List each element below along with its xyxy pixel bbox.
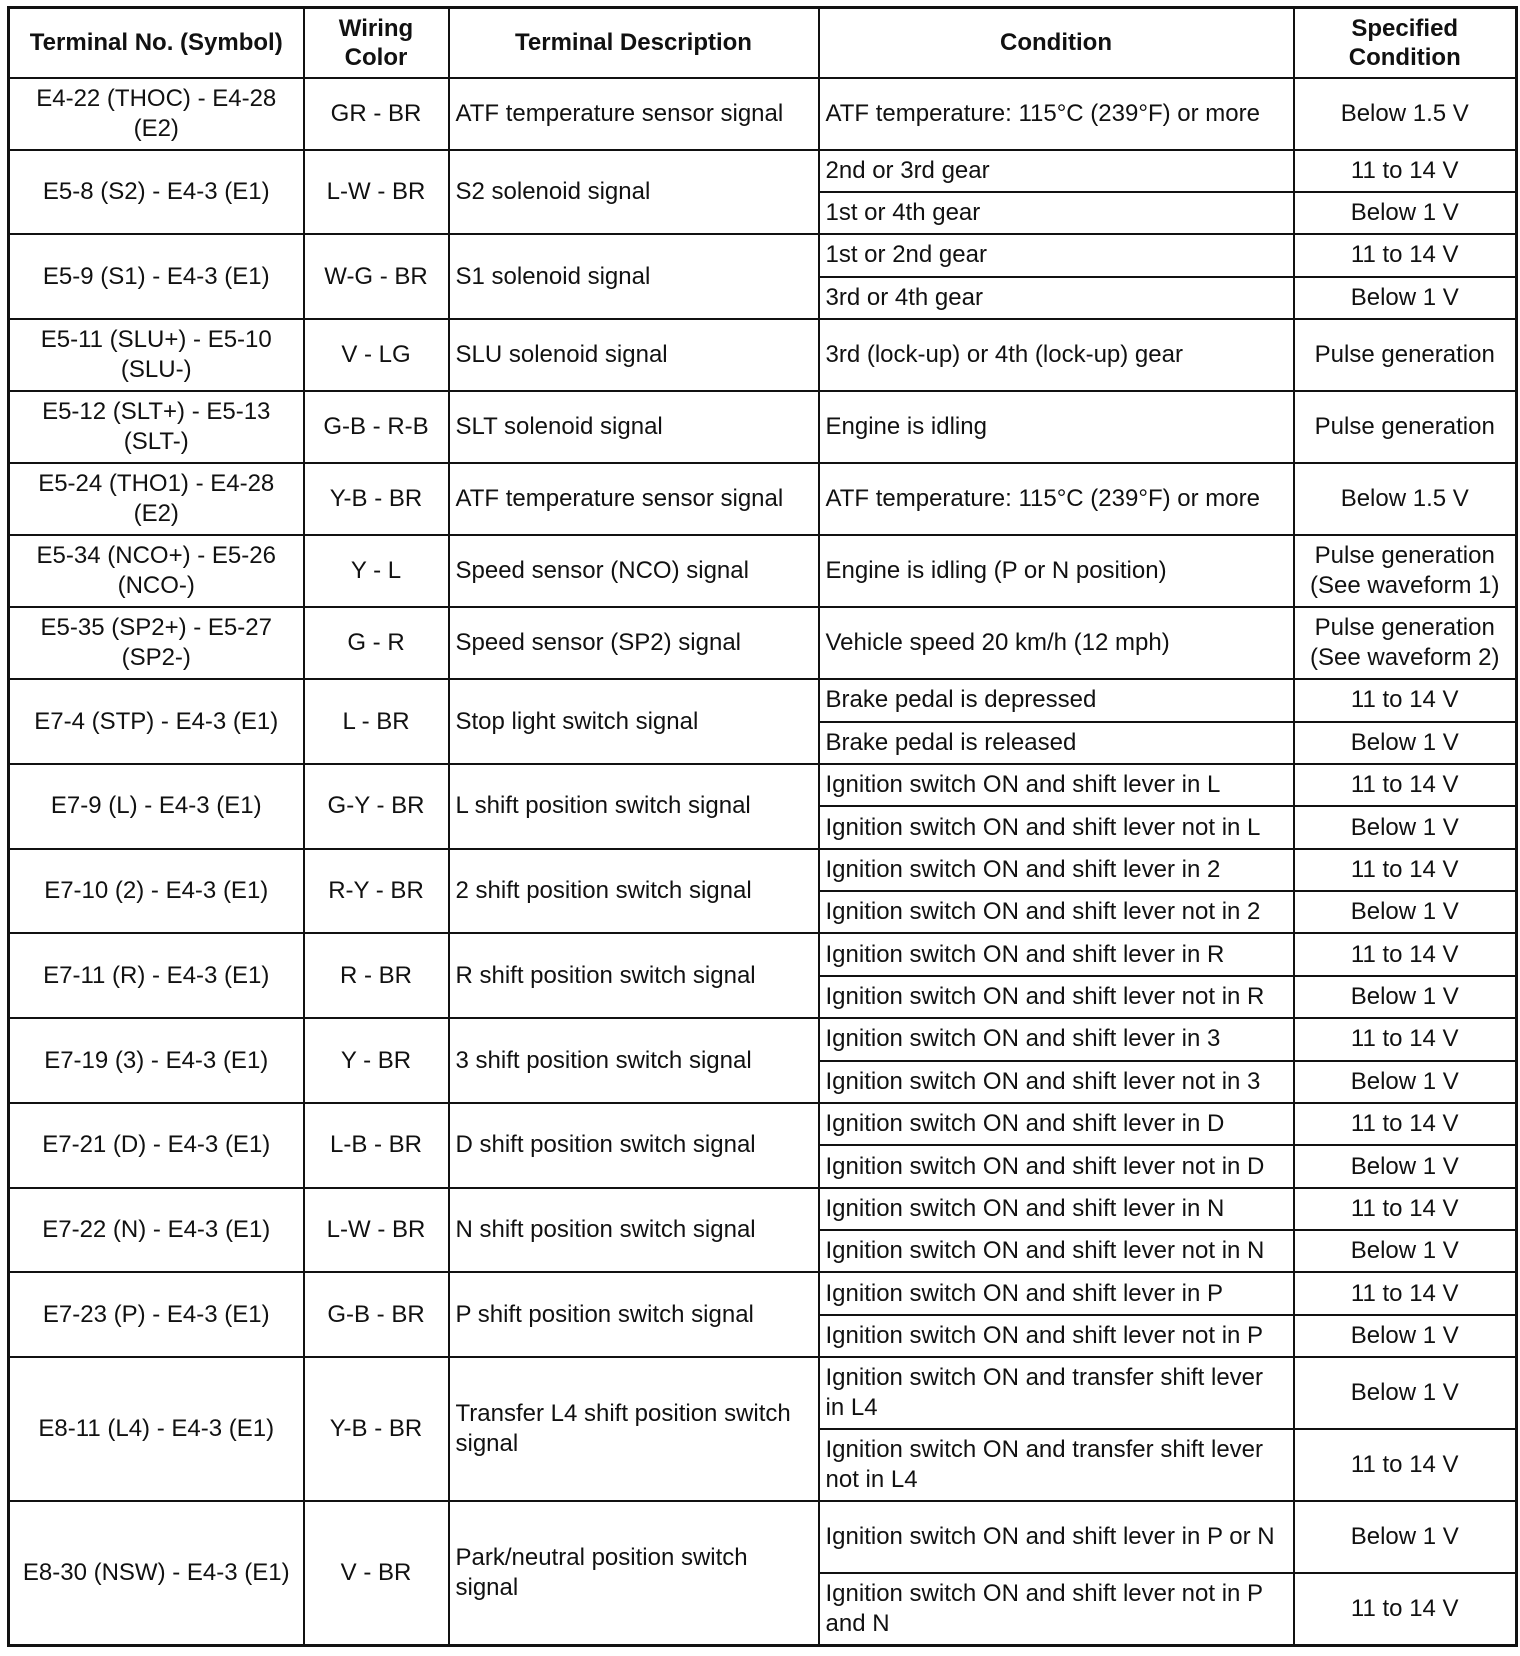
table-row <box>9 1357 1517 1429</box>
terminal-cell: E7-4 (STP) - E4-3 (E1) <box>9 679 304 764</box>
table-row <box>9 234 1517 276</box>
condition-cell: Ignition switch ON and transfer shift lever in L4 <box>819 1357 1294 1429</box>
terminal-description-cell: S1 solenoid signal <box>449 234 819 319</box>
specified-condition-cell: Below 1 V <box>1294 1230 1517 1272</box>
specified-condition-cell: Below 1 V <box>1294 1061 1517 1103</box>
terminal-description-cell: ATF temperature sensor signal <box>449 463 819 535</box>
condition-cell: Ignition switch ON and shift lever in 2 <box>819 849 1294 891</box>
wiring-color-cell: W-G - BR <box>304 234 449 319</box>
specified-condition-cell: Below 1.5 V <box>1294 78 1517 150</box>
terminal-description-cell: 2 shift position switch signal <box>449 849 819 934</box>
table-row <box>9 679 1517 721</box>
terminal-cell: E8-11 (L4) - E4-3 (E1) <box>9 1357 304 1501</box>
table-row <box>9 1018 1517 1060</box>
terminal-table <box>7 6 1518 1647</box>
terminal-description-cell: Transfer L4 shift position switch signal <box>449 1357 819 1501</box>
table-row <box>9 933 1517 975</box>
specified-condition-cell: Below 1 V <box>1294 1315 1517 1357</box>
specified-condition-cell: Below 1 V <box>1294 192 1517 234</box>
terminal-cell: E5-24 (THO1) - E4-28 (E2) <box>9 463 304 535</box>
specified-condition-cell: Below 1 V <box>1294 1357 1517 1429</box>
specified-condition-cell: Pulse generation (See waveform 2) <box>1294 607 1517 679</box>
specified-condition-cell: Pulse generation (See waveform 1) <box>1294 535 1517 607</box>
header-condition: Condition <box>819 8 1294 78</box>
condition-cell: 3rd (lock-up) or 4th (lock-up) gear <box>819 319 1294 391</box>
condition-cell: Ignition switch ON and shift lever not in 2 <box>819 891 1294 933</box>
condition-cell: Ignition switch ON and shift lever in P or N <box>819 1501 1294 1573</box>
wiring-color-cell: R-Y - BR <box>304 849 449 934</box>
terminal-description-cell: S2 solenoid signal <box>449 150 819 235</box>
terminal-cell: E7-10 (2) - E4-3 (E1) <box>9 849 304 934</box>
terminal-description-cell: Speed sensor (SP2) signal <box>449 607 819 679</box>
condition-cell: Brake pedal is released <box>819 722 1294 764</box>
wiring-color-cell: G-B - R-B <box>304 391 449 463</box>
terminal-cell: E7-9 (L) - E4-3 (E1) <box>9 764 304 849</box>
condition-cell: Ignition switch ON and shift lever in L <box>819 764 1294 806</box>
terminal-cell: E5-9 (S1) - E4-3 (E1) <box>9 234 304 319</box>
wiring-color-cell: V - BR <box>304 1501 449 1645</box>
terminal-cell: E5-35 (SP2+) - E5-27 (SP2-) <box>9 607 304 679</box>
condition-cell: Engine is idling (P or N position) <box>819 535 1294 607</box>
specified-condition-cell: Below 1 V <box>1294 277 1517 319</box>
specified-condition-cell: 11 to 14 V <box>1294 150 1517 192</box>
terminal-cell: E7-11 (R) - E4-3 (E1) <box>9 933 304 1018</box>
specified-condition-cell: 11 to 14 V <box>1294 849 1517 891</box>
condition-cell: 1st or 2nd gear <box>819 234 1294 276</box>
terminal-description-cell: SLU solenoid signal <box>449 319 819 391</box>
table-row <box>9 463 1517 535</box>
condition-cell: Ignition switch ON and shift lever in R <box>819 933 1294 975</box>
terminal-cell: E5-34 (NCO+) - E5-26 (NCO-) <box>9 535 304 607</box>
header-row <box>9 8 1517 78</box>
terminal-cell: E4-22 (THOC) - E4-28 (E2) <box>9 78 304 150</box>
condition-cell: Ignition switch ON and shift lever in N <box>819 1188 1294 1230</box>
specified-condition-cell: 11 to 14 V <box>1294 234 1517 276</box>
terminal-description-cell: N shift position switch signal <box>449 1188 819 1273</box>
condition-cell: ATF temperature: 115°C (239°F) or more <box>819 463 1294 535</box>
wiring-color-cell: Y-B - BR <box>304 463 449 535</box>
wiring-color-cell: G-Y - BR <box>304 764 449 849</box>
condition-cell: Ignition switch ON and shift lever in 3 <box>819 1018 1294 1060</box>
wiring-color-cell: Y - L <box>304 535 449 607</box>
specified-condition-cell: Below 1 V <box>1294 1145 1517 1187</box>
terminal-description-cell: Stop light switch signal <box>449 679 819 764</box>
specified-condition-cell: Below 1 V <box>1294 1501 1517 1573</box>
terminal-cell: E5-12 (SLT+) - E5-13 (SLT-) <box>9 391 304 463</box>
wiring-color-cell: Y - BR <box>304 1018 449 1103</box>
wiring-color-cell: L - BR <box>304 679 449 764</box>
specified-condition-cell: 11 to 14 V <box>1294 764 1517 806</box>
condition-cell: Brake pedal is depressed <box>819 679 1294 721</box>
specified-condition-cell: 11 to 14 V <box>1294 1103 1517 1145</box>
terminal-description-cell: D shift position switch signal <box>449 1103 819 1188</box>
terminal-cell: E7-23 (P) - E4-3 (E1) <box>9 1272 304 1357</box>
terminal-cell: E7-22 (N) - E4-3 (E1) <box>9 1188 304 1273</box>
wiring-color-cell: G - R <box>304 607 449 679</box>
table-row <box>9 535 1517 607</box>
condition-cell: Ignition switch ON and shift lever not in L <box>819 806 1294 848</box>
terminal-description-cell: Park/neutral position switch signal <box>449 1501 819 1645</box>
specified-condition-cell: Below 1 V <box>1294 722 1517 764</box>
terminal-description-cell: 3 shift position switch signal <box>449 1018 819 1103</box>
condition-cell: Ignition switch ON and transfer shift lever not in L4 <box>819 1429 1294 1501</box>
table-row <box>9 150 1517 192</box>
terminal-description-cell: P shift position switch signal <box>449 1272 819 1357</box>
terminal-description-cell: L shift position switch signal <box>449 764 819 849</box>
wiring-color-cell: V - LG <box>304 319 449 391</box>
specified-condition-cell: 11 to 14 V <box>1294 933 1517 975</box>
condition-cell: ATF temperature: 115°C (239°F) or more <box>819 78 1294 150</box>
header-terminal: Terminal No. (Symbol) <box>9 8 304 78</box>
condition-cell: Ignition switch ON and shift lever in D <box>819 1103 1294 1145</box>
table-row <box>9 1188 1517 1230</box>
table-row <box>9 1272 1517 1314</box>
specified-condition-cell: Below 1.5 V <box>1294 463 1517 535</box>
specified-condition-cell: 11 to 14 V <box>1294 1272 1517 1314</box>
condition-cell: Ignition switch ON and shift lever not in P <box>819 1315 1294 1357</box>
terminal-description-cell: ATF temperature sensor signal <box>449 78 819 150</box>
specified-condition-cell: 11 to 14 V <box>1294 1018 1517 1060</box>
specified-condition-cell: Below 1 V <box>1294 976 1517 1018</box>
header-terminal-description: Terminal Description <box>449 8 819 78</box>
specified-condition-cell: 11 to 14 V <box>1294 1573 1517 1645</box>
wiring-color-cell: L-W - BR <box>304 1188 449 1273</box>
condition-cell: 2nd or 3rd gear <box>819 150 1294 192</box>
condition-cell: Vehicle speed 20 km/h (12 mph) <box>819 607 1294 679</box>
specified-condition-cell: 11 to 14 V <box>1294 679 1517 721</box>
wiring-color-cell: L-B - BR <box>304 1103 449 1188</box>
table-row <box>9 1501 1517 1573</box>
table-row <box>9 849 1517 891</box>
wiring-color-cell: L-W - BR <box>304 150 449 235</box>
condition-cell: Ignition switch ON and shift lever not in N <box>819 1230 1294 1272</box>
condition-cell: Engine is idling <box>819 391 1294 463</box>
specified-condition-cell: Pulse generation <box>1294 319 1517 391</box>
terminal-cell: E7-21 (D) - E4-3 (E1) <box>9 1103 304 1188</box>
specified-condition-cell: Pulse generation <box>1294 391 1517 463</box>
terminal-description-cell: Speed sensor (NCO) signal <box>449 535 819 607</box>
specified-condition-cell: 11 to 14 V <box>1294 1188 1517 1230</box>
terminal-cell: E5-8 (S2) - E4-3 (E1) <box>9 150 304 235</box>
condition-cell: 3rd or 4th gear <box>819 277 1294 319</box>
condition-cell: 1st or 4th gear <box>819 192 1294 234</box>
wiring-color-cell: Y-B - BR <box>304 1357 449 1501</box>
header-specified-condition: Specified Condition <box>1294 8 1517 78</box>
header-wiring-color: Wiring Color <box>304 8 449 78</box>
condition-cell: Ignition switch ON and shift lever not in R <box>819 976 1294 1018</box>
table-row <box>9 319 1517 391</box>
specified-condition-cell: Below 1 V <box>1294 806 1517 848</box>
condition-cell: Ignition switch ON and shift lever in P <box>819 1272 1294 1314</box>
table-row <box>9 78 1517 150</box>
specified-condition-cell: 11 to 14 V <box>1294 1429 1517 1501</box>
condition-cell: Ignition switch ON and shift lever not in P and N <box>819 1573 1294 1645</box>
wiring-color-cell: G-B - BR <box>304 1272 449 1357</box>
terminal-cell: E7-19 (3) - E4-3 (E1) <box>9 1018 304 1103</box>
terminal-cell: E5-11 (SLU+) - E5-10 (SLU-) <box>9 319 304 391</box>
table-row <box>9 764 1517 806</box>
wiring-color-cell: R - BR <box>304 933 449 1018</box>
condition-cell: Ignition switch ON and shift lever not in D <box>819 1145 1294 1187</box>
wiring-color-cell: GR - BR <box>304 78 449 150</box>
condition-cell: Ignition switch ON and shift lever not in 3 <box>819 1061 1294 1103</box>
specified-condition-cell: Below 1 V <box>1294 891 1517 933</box>
table-row <box>9 607 1517 679</box>
table-row <box>9 391 1517 463</box>
terminal-description-cell: SLT solenoid signal <box>449 391 819 463</box>
table-row <box>9 1103 1517 1145</box>
table-body <box>9 78 1517 1646</box>
terminal-description-cell: R shift position switch signal <box>449 933 819 1018</box>
terminal-cell: E8-30 (NSW) - E4-3 (E1) <box>9 1501 304 1645</box>
